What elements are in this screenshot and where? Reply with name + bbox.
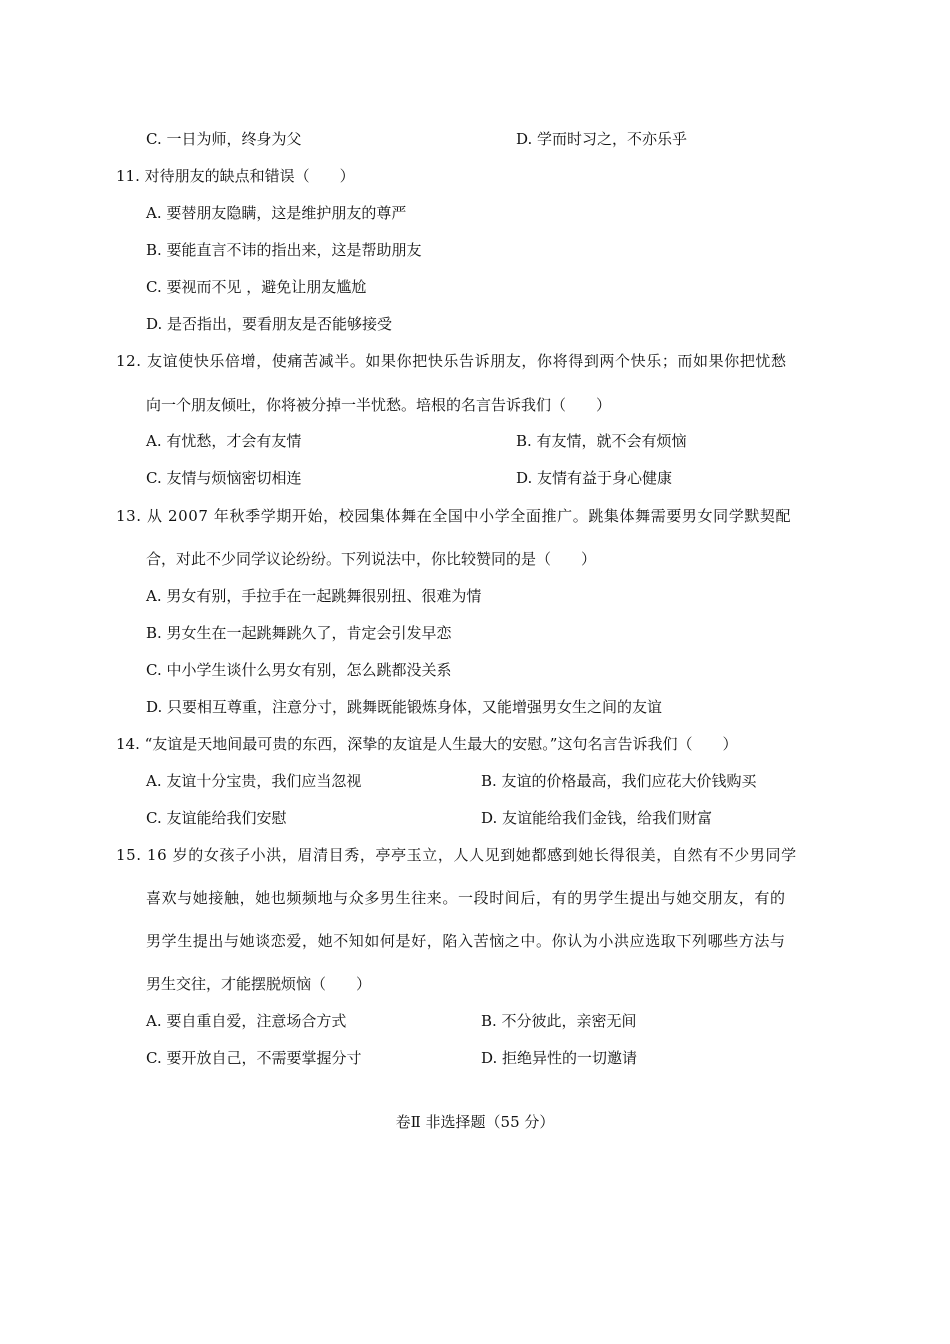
q13-option-b: B. 男女生在一起跳舞跳久了，肯定会引发早恋 bbox=[146, 624, 452, 642]
q13-option-c: C. 中小学生谈什么男女有别，怎么跳都没关系 bbox=[146, 661, 452, 679]
q14-option-d: D. 友谊能给我们金钱，给我们财富 bbox=[481, 809, 713, 827]
q12-option-a: A. 有忧愁，才会有友情 bbox=[146, 432, 302, 450]
q11-option-d: D. 是否指出，要看朋友是否能够接受 bbox=[146, 315, 393, 333]
q14-option-b: B. 友谊的价格最高，我们应花大价钱购买 bbox=[481, 772, 757, 790]
q13-stem-line1: 13. 从 2007 年秋季学期开始，校园集体舞在全国中小学全面推广。跳集体舞需要男女同学默契配 bbox=[116, 507, 792, 525]
q14-option-c: C. 友谊能给我们安慰 bbox=[146, 809, 287, 827]
q13-option-a: A. 男女有别，手拉手在一起跳舞很别扭、很难为情 bbox=[146, 587, 482, 605]
q14-option-a: A. 友谊十分宝贵，我们应当忽视 bbox=[146, 772, 362, 790]
q12-option-d: D. 友情有益于身心健康 bbox=[516, 469, 673, 487]
q12-option-b: B. 有友情，就不会有烦恼 bbox=[516, 432, 687, 450]
q13-option-d: D. 只要相互尊重，注意分寸，跳舞既能锻炼身体，又能增强男女生之间的友谊 bbox=[146, 698, 663, 716]
q13-stem-line2: 合，对此不少同学议论纷纷。下列说法中，你比较赞同的是（ ） bbox=[146, 550, 597, 568]
q11-stem: 11. 对待朋友的缺点和错误（ ） bbox=[116, 167, 355, 185]
q10-option-d: D. 学而时习之，不亦乐乎 bbox=[516, 130, 688, 148]
q11-option-b: B. 要能直言不讳的指出来，这是帮助朋友 bbox=[146, 241, 422, 259]
q15-option-d: D. 拒绝异性的一切邀请 bbox=[481, 1049, 638, 1067]
q15-stem-line2: 喜欢与她接触，她也频频地与众多男生往来。一段时间后，有的男学生提出与她交朋友，有的 bbox=[146, 889, 786, 907]
q12-stem-line2: 向一个朋友倾吐，你将被分掉一半忧愁。培根的名言告诉我们（ ） bbox=[146, 396, 612, 414]
q15-stem-line4: 男生交往，才能摆脱烦恼（ ） bbox=[146, 975, 372, 993]
q11-option-a: A. 要替朋友隐瞒，这是维护朋友的尊严 bbox=[146, 204, 407, 222]
q15-option-a: A. 要自重自爱，注意场合方式 bbox=[146, 1012, 347, 1030]
q10-option-c: C. 一日为师，终身为父 bbox=[146, 130, 302, 148]
q12-option-c: C. 友情与烦恼密切相连 bbox=[146, 469, 302, 487]
q11-option-c: C. 要视而不见 ，避免让朋友尴尬 bbox=[146, 278, 367, 296]
q15-option-c: C. 要开放自己，不需要掌握分寸 bbox=[146, 1049, 362, 1067]
q12-stem-line1: 12. 友谊使快乐倍增，使痛苦减半。如果你把快乐告诉朋友，你将得到两个快乐；而如果你把忧愁 bbox=[116, 352, 787, 370]
q14-stem: 14. “友谊是天地间最可贵的东西，深挚的友谊是人生最大的安慰。”这句名言告诉我们（ ） bbox=[116, 735, 738, 753]
q15-stem-line3: 男学生提出与她谈恋爱，她不知如何是好，陷入苦恼之中。你认为小洪应选取下列哪些方法与 bbox=[146, 932, 786, 950]
q15-stem-line1: 15. 16 岁的女孩子小洪，眉清目秀，亭亭玉立，人人见到她都感到她长得很美，自然有不少男同学 bbox=[116, 846, 797, 864]
section-title: 卷Ⅱ 非选择题（55 分） bbox=[395, 1113, 555, 1131]
q15-option-b: B. 不分彼此，亲密无间 bbox=[481, 1012, 637, 1030]
